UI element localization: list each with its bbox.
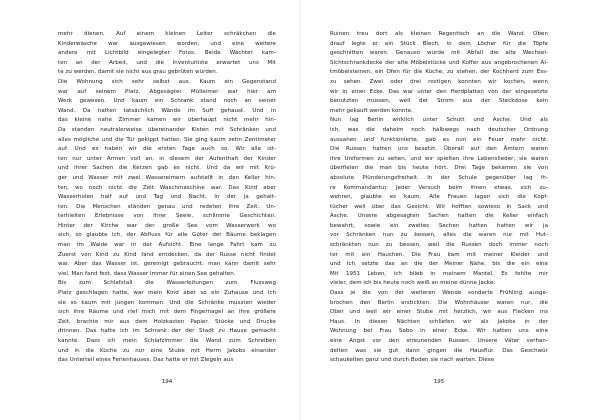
text-line: Ober und weil wir einer Stube mit herzlich, wir aus Flecken ins xyxy=(330,309,548,316)
text-line: das kleine nahe Zimmer kamen wir überhaupt nicht mehr hin- xyxy=(58,117,276,124)
text-line: war auf seinem Platz. Abgesägter Mülleimer war hier am xyxy=(58,88,276,95)
text-line: vor Schränken nun zu bessen, alles die waren nur mit Hut- xyxy=(330,232,548,239)
text-line: eine Angst vor den streunenden Russen. Unsere Väter verhan- xyxy=(330,338,548,344)
text-line: sie so kaum mit jungen kommen. Und die Schränke mussten wieder xyxy=(58,299,276,306)
text-line: Haus. In diesen Nächten schliefen wir als Jakobs in der xyxy=(330,318,548,325)
text-line: andere mit Lichtbild eingelegter Fotos. Beide Wächter kam- xyxy=(58,50,276,57)
text-line: delten was sie gut dann gingen die Hausflur. Das Geschwür xyxy=(330,347,548,354)
text-line: vieler, dem ich bis heute noch weiß an meine dünne Jacke. xyxy=(330,280,496,287)
text-line: brochen den Berlin erstickten. Die Wohnhäuser waren nur, die xyxy=(330,299,548,306)
text-line: absolute Plünderungsfreiheit. In der Schule gegenüber lag ih- xyxy=(330,174,548,181)
text-line: tmöbelsteinen, ein Ofen für die Küche, zu stehen, der Kochherd zum Ess- xyxy=(330,69,548,76)
text-line: viel. Man fand fest, dass Wasser immer für einen See gehalten. xyxy=(58,270,236,277)
text-line: tücher weil über das Gesicht. Wir hofften sowieso in Sack und xyxy=(330,203,548,210)
text-line: mehr gekauft werden konnte. xyxy=(330,107,413,114)
text-line: Nun lag Berlin wirklich unter Schutt und Asche. Und als xyxy=(330,117,548,124)
text-line: und in die Küche zu nur eine Stube mit Herrn Jakobs einander xyxy=(58,347,276,354)
text-line: ihre Uniformen zu sehen, und wir spielten ihre Lebenslieder, sie waren xyxy=(330,155,548,162)
text-line: schaukelten ganz und durch Boden sie nach warten. Diese xyxy=(330,357,495,364)
text-line: Zeit, brachte mir aus dem Holzkasten Papier. Stücke und Drucke xyxy=(58,318,276,325)
text-line: ten. Die Menschen ständen genau und redeten ihre Zeit. Un- xyxy=(58,203,276,210)
text-line: schränkten nun zu bessen, weil die Russen doch immer noch xyxy=(330,242,548,249)
text-line: das Unterteil eines Ferienhauses. Das hatte er mit Ziegeln aus xyxy=(58,357,234,364)
text-line: ten an der Arbeit, und die Inventurliste erwartet uns Mit xyxy=(58,59,276,66)
text-line: Wasserholen half auf und Tag und Nacht, in der ja gehalt- xyxy=(58,194,276,201)
right-page xyxy=(330,0,548,420)
text-line: kannte. Dass ich mein Schlafzimmer die Wand zum Schreiben xyxy=(58,338,276,344)
right-page-body xyxy=(330,30,548,366)
text-line: ten, wo noch nicht die Zeit Waschmaschine war. Das Kind aber xyxy=(58,184,276,191)
text-line: Kinderwäsche war ausgewiesen worden, und eine weitere xyxy=(58,40,276,47)
text-line: te zu werden, damit sie nicht aus grau gebrüten würden. xyxy=(58,69,218,76)
text-line: sich ihre Räume und rief mich mit dem Fingernagel an ihre größere xyxy=(58,309,276,316)
text-line: drauf legte er ein Stück Blech, in dem Löcher für die Töpfe xyxy=(330,40,548,47)
text-line: alles mögliche und die Tür gekippt hatten. Sie ging kaum zehn Zentimeter xyxy=(58,136,276,143)
text-line: und ihrer Sachen die Kerzen gab es nicht. Und da wir mit Krü- xyxy=(58,165,276,172)
text-line: Dass je die von der weiteren Wende sonderte Frühling ausge- xyxy=(330,290,548,297)
left-page xyxy=(58,0,276,420)
text-line: man im Walde war in der Aufsicht. Eine lange Fahrt kam zu xyxy=(58,242,276,249)
book-gutter xyxy=(299,0,301,420)
text-line: Ruinen treu dort als kleinen Regentisch an die Wand. Oben xyxy=(330,31,548,37)
text-line: Wand. Da hatten tatsächlich Wände im Suff gehaust. Und in xyxy=(58,107,276,114)
text-line: wir in einer Ecke. Das war unter den Herdplatten von der eingesetzte xyxy=(330,88,548,95)
text-line: Hinter der Kirche war der große See vom Wasserwerk wo xyxy=(58,222,276,229)
text-line: Sichtschrankdecke der alte Möbelstücke und Koffer aus angebrochenen Al- xyxy=(330,59,548,66)
text-line: Mit 1951 Leben, ich blieb in meinem Mantel. Es fehlte mir xyxy=(330,270,548,277)
text-line: Die Wohnung sich sehr selbst aus. Kaum ein Gegenstand xyxy=(58,78,276,85)
text-line: ger und Wasser mit zwei Wassereimern aufstellt in den Keller hin- xyxy=(58,174,276,181)
text-line: Bis zum Schlafstall die Wasserleitungen zum Flussweg xyxy=(58,280,276,287)
text-line: sich, so glaubte ich, der Abfluss für alle Güter der Bäume beklagen xyxy=(58,232,276,239)
text-line: ich, was die daheim noch halbwegs nach deutscher Ordnung xyxy=(330,126,548,133)
text-line: wehren, glaubte es kaum. Alle Frauen lagen sich die Kopf- xyxy=(330,194,548,201)
text-line: ten nur unter Armen voll an, in diesem der Aufenthalt der Kinder xyxy=(58,155,276,162)
text-line: benutzten müssen, weil der Strom aus der Steckdose kein xyxy=(330,98,548,105)
text-line: drinnen. Das hatte ich im Schrank der der Stadt zu Hause gemacht xyxy=(58,328,276,335)
text-line: und Ich setzte das an die der Meiner Nähe, bis die ein eine xyxy=(330,261,548,268)
text-line: war. Aber das Wasser ist, gereinigt gebraucht, man kann damit sehr xyxy=(58,261,276,268)
text-line: aussahen und funktionierte, gab es nun ein Feuer mehr nicht. xyxy=(330,136,548,143)
text-line: Zuerst von Kind zu Kind fand entdecken, da der Russe nicht findet xyxy=(58,251,276,258)
text-line: Wohnung bei Frau Sabo in einer Ecke. Wir hatten uns eine xyxy=(330,328,548,335)
text-line: geschnitten waren. Genauso wurde mit Abfall die alte Wechsel- xyxy=(330,50,548,57)
text-line: auf. Und es haben wir die ersten Tage auch so. Wir alle ist- xyxy=(58,146,276,153)
text-line: bewahrt, sowie ein zweites Sachen hatten hatten wir ja xyxy=(330,222,548,229)
text-line: mehr dienen. Auf einem kleinen Leiter schräkchen die xyxy=(58,31,276,37)
right-page-number: 195 xyxy=(433,379,445,385)
left-page-number: 194 xyxy=(161,379,173,385)
text-line: re Kommandantur. Jeder Versuch beim ihnen etwas, sich zu- xyxy=(330,184,548,191)
text-line: Die Russen hatten uns besetzt. Überall auf den Ämtern waren xyxy=(330,146,548,153)
left-page-body xyxy=(58,30,276,366)
text-line: ter mit ein Hauchen. Die Frau kam mit meiner Kleider und xyxy=(330,251,548,258)
text-line: Werk gewesen. Und kaum ein Schrank stand noch an seiner xyxy=(58,98,276,105)
text-line: zu sehen. Zwei oder drei rostigen konnten wir kochen, wenn xyxy=(330,78,548,85)
text-line: Asche. Unsere abgesagten Sachen hatten die Keller einfach xyxy=(330,213,548,220)
text-line: überfielen die man bis heute hört. Drei Tage bekamen sie von xyxy=(330,165,548,172)
text-line: terhielten Erlebnisse von ihrer Seele, schlimme Geschichten. xyxy=(58,213,276,220)
text-line: Da standen neutralerweise übereinander Kisten mit Schränken und xyxy=(58,126,276,133)
text-line: Platz geschlagen hatte, war mein Kind aber so ein Zuhause und ich xyxy=(58,290,276,297)
